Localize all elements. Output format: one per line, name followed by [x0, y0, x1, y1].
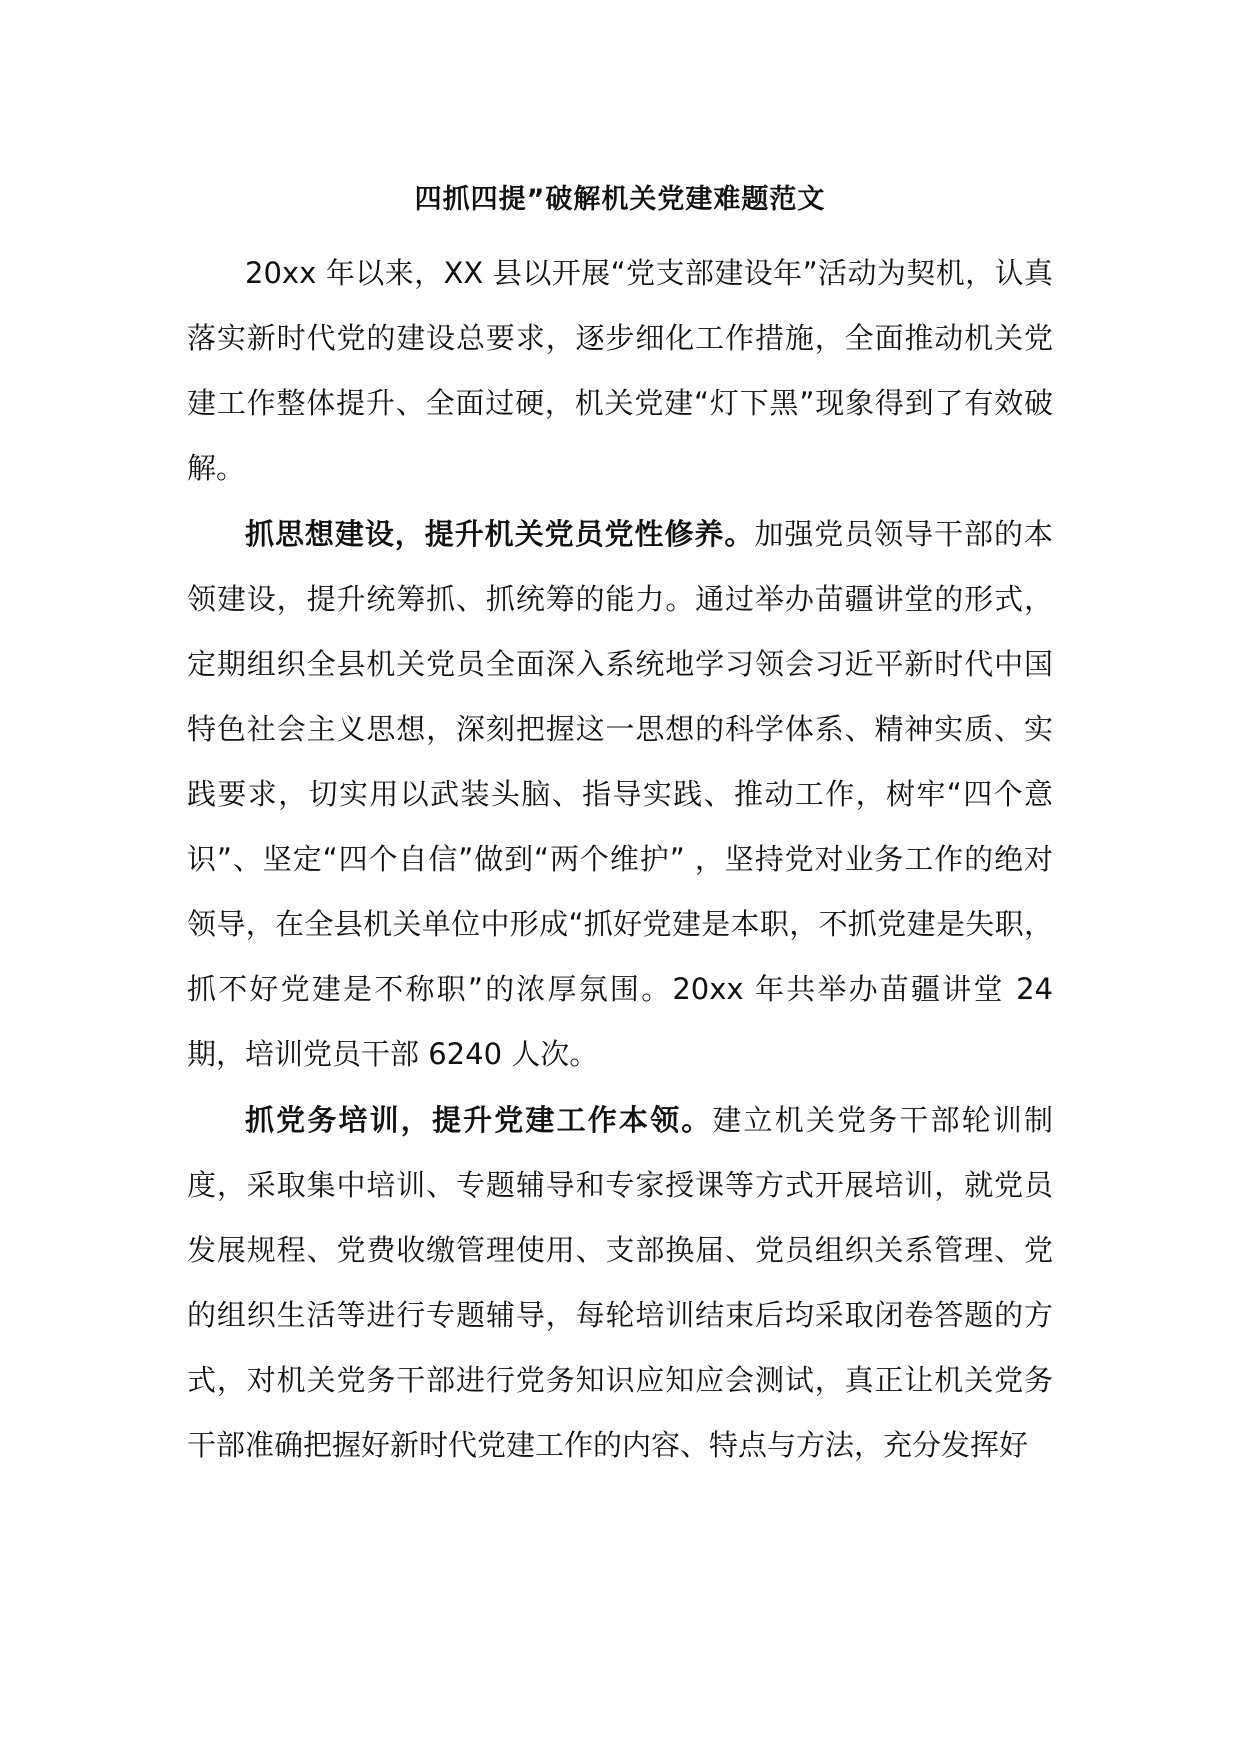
document-body: [187, 241, 1053, 1478]
paragraph-training: [187, 1088, 1053, 1478]
paragraph-intro: [187, 241, 1053, 501]
paragraph-text: 20xx 年以来，XX 县以开展“党支部建设年”活动为契机，认真落实新时代党的建设总要求，逐步细化工作措施，全面推动机关党建工作整体提升、全面过硬，机关党建“灯下黑”现象得到了有效破解。: [187, 256, 1053, 485]
document-title: 四抓四提”破解机关党建难题范文: [414, 184, 826, 215]
paragraph-lead: 抓思想建设，提升机关党员党性修养。: [245, 517, 755, 551]
paragraph-text: 加强党员领导干部的本领建设，提升统筹抓、抓统筹的能力。通过举办苗疆讲堂的形式，定期组织全县机关党员全面深入系统地学习领会习近平新时代中国特色社会主义思想，深刻把握这一思想的科学体系、精神实质、实践要求，切实用以武装头脑、指导实践、推动工作，树牢“四个意识”、坚定“四个自信”做到“两个维护” ，坚持党对业务工作的绝对领导，在全县机关单位中形成“抓好党建是本职，不抓党建是失职，抓不好党建是不称职”的浓厚氛围。20xx 年共举办苗疆讲堂 24 期，培训党员干部 6240 人次。: [187, 517, 1053, 1071]
paragraph-text: 建立机关党务干部轮训制度，采取集中培训、专题辅导和专家授课等方式开展培训，就党员发展规程、党费收缴管理使用、支部换届、党员组织关系管理、党的组织生活等进行专题辅导，每轮培训结束后均采取闭卷答题的方式，对机关党务干部进行党务知识应知应会测试，真正让机关党务干部准确把握好新时代党建工作的内容、特点与方法，充分发挥好: [187, 1103, 1053, 1462]
paragraph-ideology: [187, 502, 1053, 1087]
paragraph-lead: 抓党务培训，提升党建工作本领。: [245, 1103, 713, 1137]
